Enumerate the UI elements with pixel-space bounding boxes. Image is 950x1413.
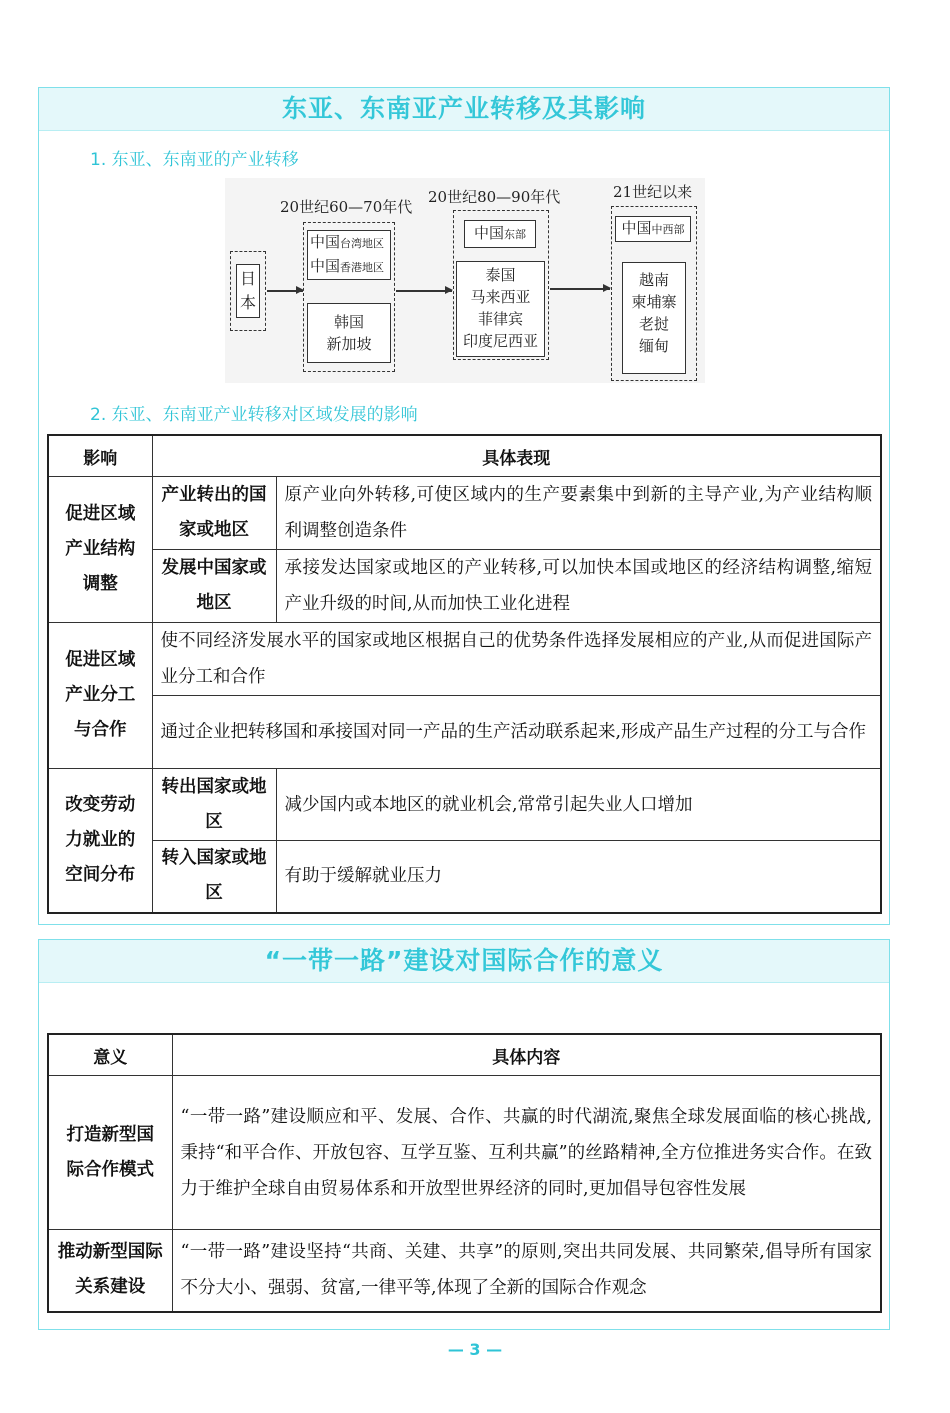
subheading-transfer: 1. 东亚、东南亚的产业转移 — [90, 150, 299, 170]
arrow-1 — [267, 290, 303, 292]
row-text: 承接发达国家或地区的产业转移,可以加快本国或地区的经济结构调整,缩短产业升级的时间,从而加快工业化进程 — [276, 550, 881, 623]
row-subkey: 转入国家或地区 — [152, 841, 276, 913]
era3-country: 越南 — [638, 271, 669, 289]
header-content: 具体内容 — [172, 1034, 881, 1076]
era3-top-name: 中国 — [621, 219, 652, 237]
page-number: — 3 — — [447, 1340, 503, 1359]
header-meaning: 意义 — [48, 1034, 172, 1076]
section-title: “一带一路”建设对国际合作的意义 — [39, 940, 889, 983]
row-text: 原产业向外转移,可使区域内的生产要素集中到新的主导产业,为产业结构顺利调整创造条件 — [276, 477, 881, 550]
era1-top-note-1: 台湾地区 — [340, 237, 385, 250]
table-row — [48, 1076, 881, 1230]
table-header-row — [48, 435, 881, 477]
arrow-2 — [396, 290, 452, 292]
row-subkey: 转出国家或地区 — [152, 769, 276, 841]
impact-table — [47, 434, 882, 914]
transfer-flow-diagram — [225, 178, 705, 383]
row-key: 打造新型国际合作模式 — [48, 1076, 172, 1230]
row-subkey: 产业转出的国家或地区 — [152, 477, 276, 550]
era2-label: 20世纪80—90年代 — [428, 188, 561, 206]
header-impact: 影响 — [48, 435, 152, 477]
row-text: 使不同经济发展水平的国家或地区根据自己的优势条件选择发展相应的产业,从而促进国际产业分工和合作 — [152, 623, 881, 696]
era1-top-box — [307, 230, 391, 280]
arrow-3 — [550, 288, 610, 290]
era2-top-note: 东部 — [504, 228, 526, 241]
row-subkey: 发展中国家或地区 — [152, 550, 276, 623]
header-detail: 具体表现 — [152, 435, 881, 477]
table-row — [48, 550, 881, 623]
era2-bottom-box — [456, 261, 545, 357]
row-key: 促进区域产业分工与合作 — [48, 623, 152, 769]
row-text: “一带一路”建设坚持“共商、关建、共享”的原则,突出共同发展、共同繁荣,倡导所有国家不分大小、强弱、贫富,一律平等,体现了全新的国际合作观念 — [172, 1230, 881, 1312]
era3-top-box — [615, 216, 691, 242]
era2-top-box — [464, 220, 536, 248]
table-row — [48, 477, 881, 550]
era3-bottom-box — [622, 262, 686, 374]
era3-top-note: 中西部 — [651, 223, 685, 236]
section-title: 东亚、东南亚产业转移及其影响 — [39, 88, 889, 131]
era3-country: 老挝 — [638, 315, 669, 333]
era2-country: 印度尼西亚 — [462, 332, 538, 350]
era1-country: 新加坡 — [326, 335, 372, 353]
table-row — [48, 623, 881, 696]
row-text: “一带一路”建设顺应和平、发展、合作、共赢的时代湖流,聚焦全球发展面临的核心挑战,秉持“和平合作、开放包容、互学互鉴、互利共赢”的丝路精神,全方位推进务实合作。在致力于维护全球自由贸易体系和开放型世界经济的同时,更加倡导包容性发展 — [172, 1076, 881, 1230]
table-row — [48, 769, 881, 841]
origin-box — [236, 264, 260, 318]
row-key: 改变劳动力就业的空间分布 — [48, 769, 152, 913]
row-text: 减少国内或本地区的就业机会,常常引起失业人口增加 — [276, 769, 881, 841]
era1-bottom-box — [307, 303, 391, 363]
table-row — [48, 1230, 881, 1312]
era3-country: 柬埔寨 — [631, 293, 677, 311]
origin-label: 日本 — [240, 269, 257, 312]
era2-country: 马来西亚 — [470, 288, 531, 306]
row-text: 有助于缓解就业压力 — [276, 841, 881, 913]
era3-country: 缅甸 — [638, 337, 669, 355]
era3-label: 21世纪以来 — [613, 183, 693, 201]
subheading-impact: 2. 东亚、东南亚产业转移对区域发展的影响 — [90, 405, 418, 425]
era2-country: 泰国 — [485, 266, 516, 284]
meaning-table — [47, 1033, 882, 1313]
era1-top-note-2: 香港地区 — [340, 261, 385, 274]
row-key: 促进区域产业结构调整 — [48, 477, 152, 623]
era1-label: 20世纪60—70年代 — [280, 198, 413, 216]
era1-country: 韩国 — [333, 313, 364, 331]
table-row — [48, 841, 881, 913]
era2-country: 菲律宾 — [477, 310, 523, 328]
table-header-row — [48, 1034, 881, 1076]
era2-top-name: 中国 — [473, 224, 504, 242]
era1-top-name-1: 中国 — [310, 233, 341, 251]
table-row — [48, 696, 881, 769]
row-text: 通过企业把转移国和承接国对同一产品的生产活动联系起来,形成产品生产过程的分工与合作 — [152, 696, 881, 769]
row-key: 推动新型国际关系建设 — [48, 1230, 172, 1312]
era1-top-name-2: 中国 — [310, 257, 341, 275]
